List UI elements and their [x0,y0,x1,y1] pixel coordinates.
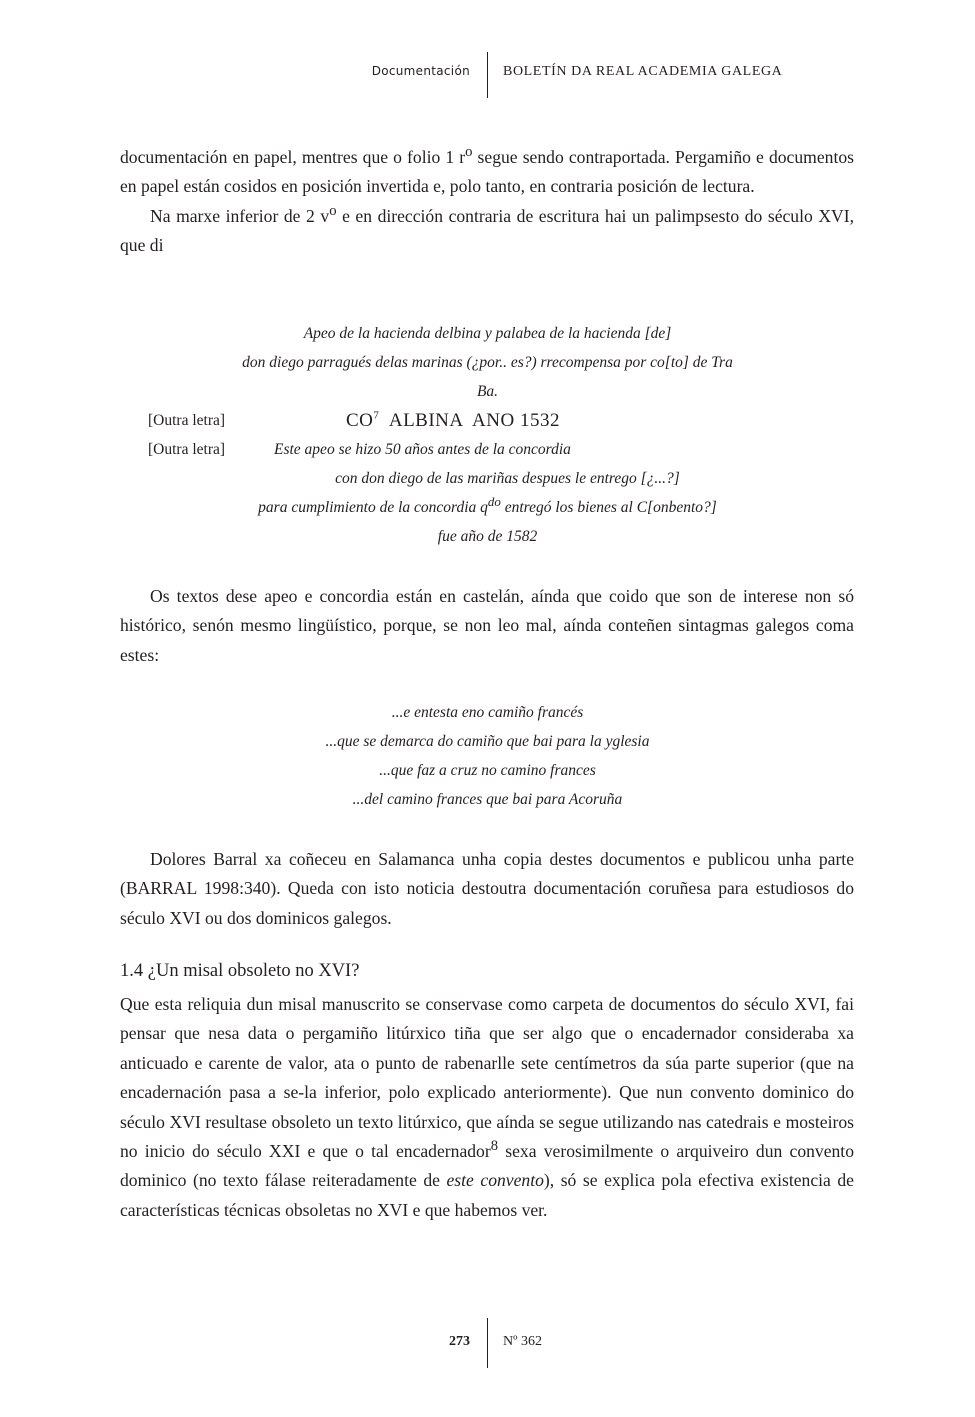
quote1-line5: con don diego de las mariñas despues le entrego [¿...?] [335,470,680,487]
section-heading: 1.4 ¿Un misal obsoleto no XVI? [120,961,360,981]
intro-text [120,143,854,261]
superscript-o: o [329,202,337,219]
footer-divider [487,1318,488,1368]
paragraph-1: documentación en papel, mentres que o folio 1 $r^o$ segue sendo contraportada. Pergamiño e documentos en papel están cosidos en posición invertida e, polo tanto, en contraria posición de lectura. [120,144,854,197]
superscript-o: o [465,144,473,161]
page-number: 273 [449,1334,470,1349]
running-head-journal: BOLETÍN DA REAL ACADEMIA GALEGA [503,64,783,79]
quote1-line4: Este apeo se hizo 50 años antes de la concordia [274,441,571,458]
outra-letra-label-1: [Outra letra] [148,412,226,429]
section-paragraph: Que esta reliquia dun misal manuscrito se conservase como carpeta de documentos do século XVI, fai pensar que nesa data o pergamiño litúrxico tiña que ser algo que o encadernador consideraba xa anticuado e carente de valor, ata o punto de rabenarlle sete centímetros da súa parte superior (que na encadernación pasa a se-la inferior, polo explicado anteriormente). Que nun convento dominico do século XVI resultase obsoleto un texto litúrxico, que aínda se segue utilizando nas catedrais e mosteiros no inicio do século XXI e que o tal encadernador$^8$ sexa verosimilmente o arquiveiro dun convento dominico (no texto fálase reiteradamente de este convento), só se explica pola efectiva existencia de características técnicas obsoletas no XVI e que habemos ver. [120,994,854,1220]
running-head-section: Documentación [371,64,470,78]
footnote-ref[interactable]: 8 [490,1138,499,1155]
paragraph-4-block [120,845,854,933]
stamp-albina: $CO^7$ ALBINA ANO 1532 [346,409,560,431]
paragraph-2: Na marxe inferior de 2 $v^o$ e en dirección contraria de escritura hai un palimpsesto do século XVI, que di [120,202,855,256]
paragraph-3: Os textos dese apeo e concordia están en castelán, aínda que coido que son de interese non só histórico, senón mesmo lingüístico, porque, se non leo mal, aínda conteñen sintagmas galegos coma estes: [120,586,854,665]
quote1-line2: don diego parragués delas marinas (¿por.. es?) rrecompensa por co[to] de Tra [242,354,733,371]
quote2-line1: ...e entesta eno camiño francés [391,704,584,721]
quote1-line7: fue año de 1582 [437,528,538,545]
paragraph-3-block [120,582,854,670]
quote1-line1: Apeo de la hacienda delbina y palabea de la hacienda [de] [303,325,672,342]
outra-letra-label-2: [Outra letra] [148,441,226,458]
paragraph-4: Dolores Barral xa coñeceu en Salamanca unha copia destes documentos e publicou unha parte (BARRAL 1998:340). Queda con isto noticia destoutra documentación coruñesa para estudiosos do século XVI ou dos dominicos galegos. [120,849,854,928]
quote1-line3: Ba. [476,383,499,400]
issue-number: Nº 362 [503,1334,542,1349]
header-divider [487,52,488,98]
quote2-line3: ...que faz a cruz no camino frances [379,762,596,779]
quote2-line4: ...del camino frances que bai para Acoruña [352,791,623,808]
quote2-line2: ...que se demarca do camiño que bai para la yglesia [325,733,650,750]
quote1-line6: para cumplimiento de la concordia $q^{do}$ entregó los bienes al C[onbento?] [258,493,717,516]
section-body [120,990,854,1225]
